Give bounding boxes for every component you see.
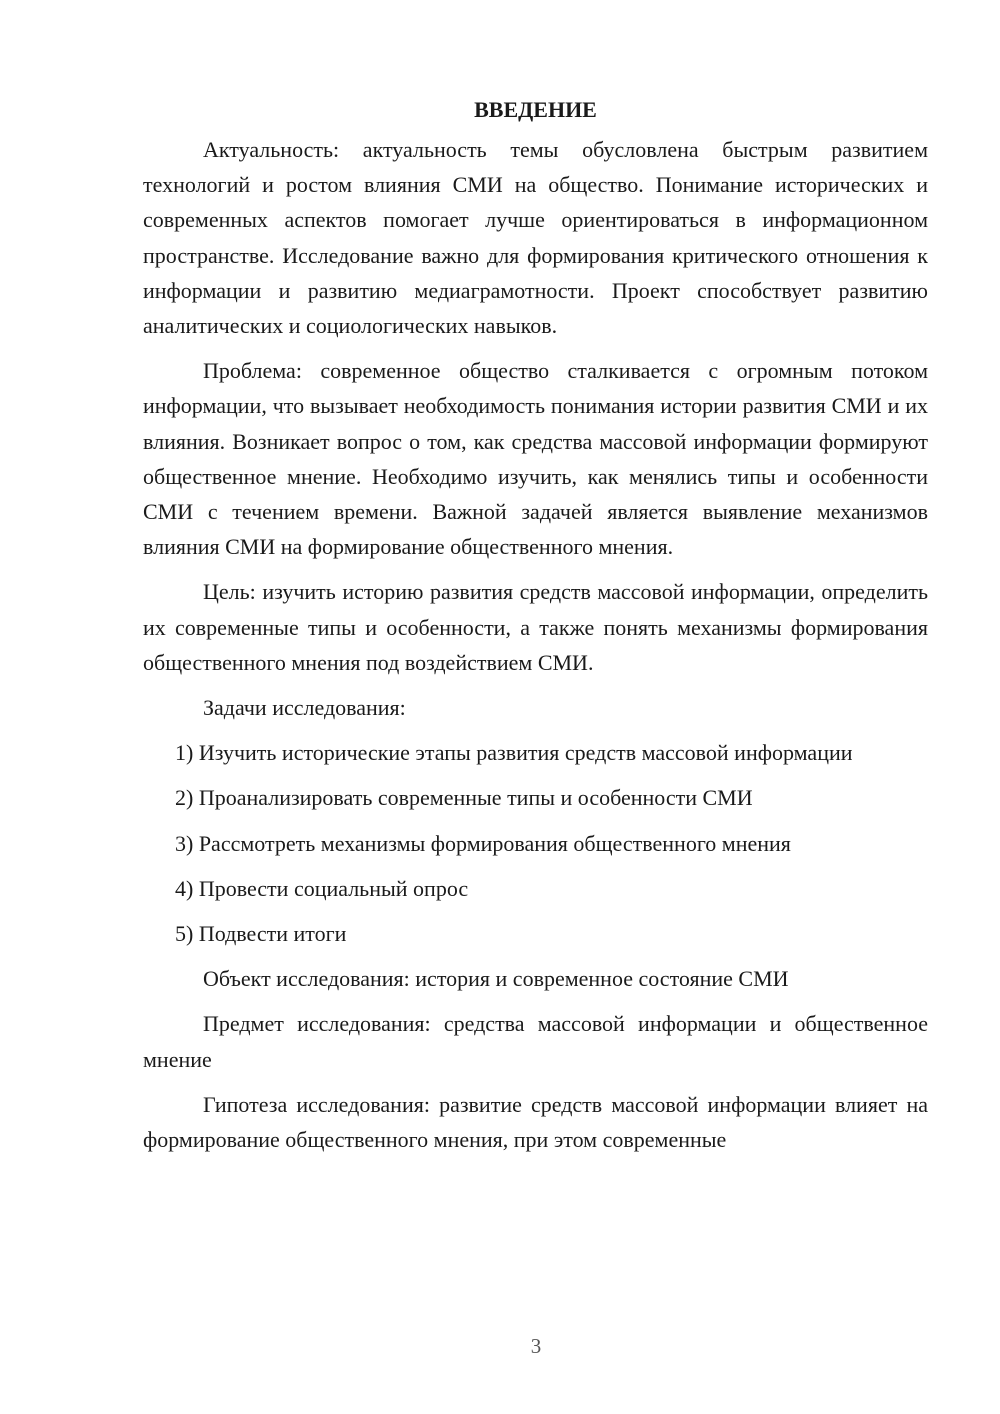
task-item-3: 3) Рассмотреть механизмы формирования общественного мнения	[175, 830, 791, 856]
section-heading: ВВЕДЕНИЕ	[474, 97, 597, 122]
hypothesis-paragraph: Гипотеза исследования: развитие средств массовой информации влияет на формирование общественного мнения, при этом современные	[143, 1091, 928, 1153]
page-number: 3	[530, 1334, 542, 1358]
problem-paragraph: Проблема: современное общество сталкивается с огромным потоком информации, что вызывает необходимость понимания истории развития СМИ и их влияния. Возникает вопрос о том, как средства массовой информации формируют общественное мнение. Необходимо изучить, как менялись типы и особенности СМИ с течением времени. Важной задачей является выявление механизмов влияния СМИ на формирование общественного мнения.	[143, 358, 928, 560]
tasks-heading: Задачи исследования:	[203, 695, 406, 721]
task-item-5: 5) Подвести итоги	[175, 921, 347, 947]
subject-paragraph: Предмет исследования: средства массовой информации и общественное мнение	[143, 1011, 928, 1072]
object-paragraph: Объект исследования: история и современное состояние СМИ	[203, 966, 789, 992]
task-item-4: 4) Провести социальный опрос	[175, 875, 469, 901]
document-page	[143, 92, 928, 1157]
task-item-1: 1) Изучить исторические этапы развития средств массовой информации	[175, 740, 853, 766]
relevance-paragraph: Актуальность: актуальность темы обусловлена быстрым развитием технологий и ростом влияния СМИ на общество. Понимание исторических и современных аспектов помогает лучше ориентироваться в информационном пространстве. Исследование важно для формирования критического отношения к информации и развитию медиаграмотности. Проект способствует развитию аналитических и социологических навыков.	[143, 137, 928, 339]
task-item-2: 2) Проанализировать современные типы и особенности СМИ	[175, 785, 753, 811]
goal-paragraph: Цель: изучить историю развития средств массовой информации, определить их современные типы и особенности, а также понять механизмы формирования общественного мнения под воздействием СМИ.	[143, 579, 928, 675]
